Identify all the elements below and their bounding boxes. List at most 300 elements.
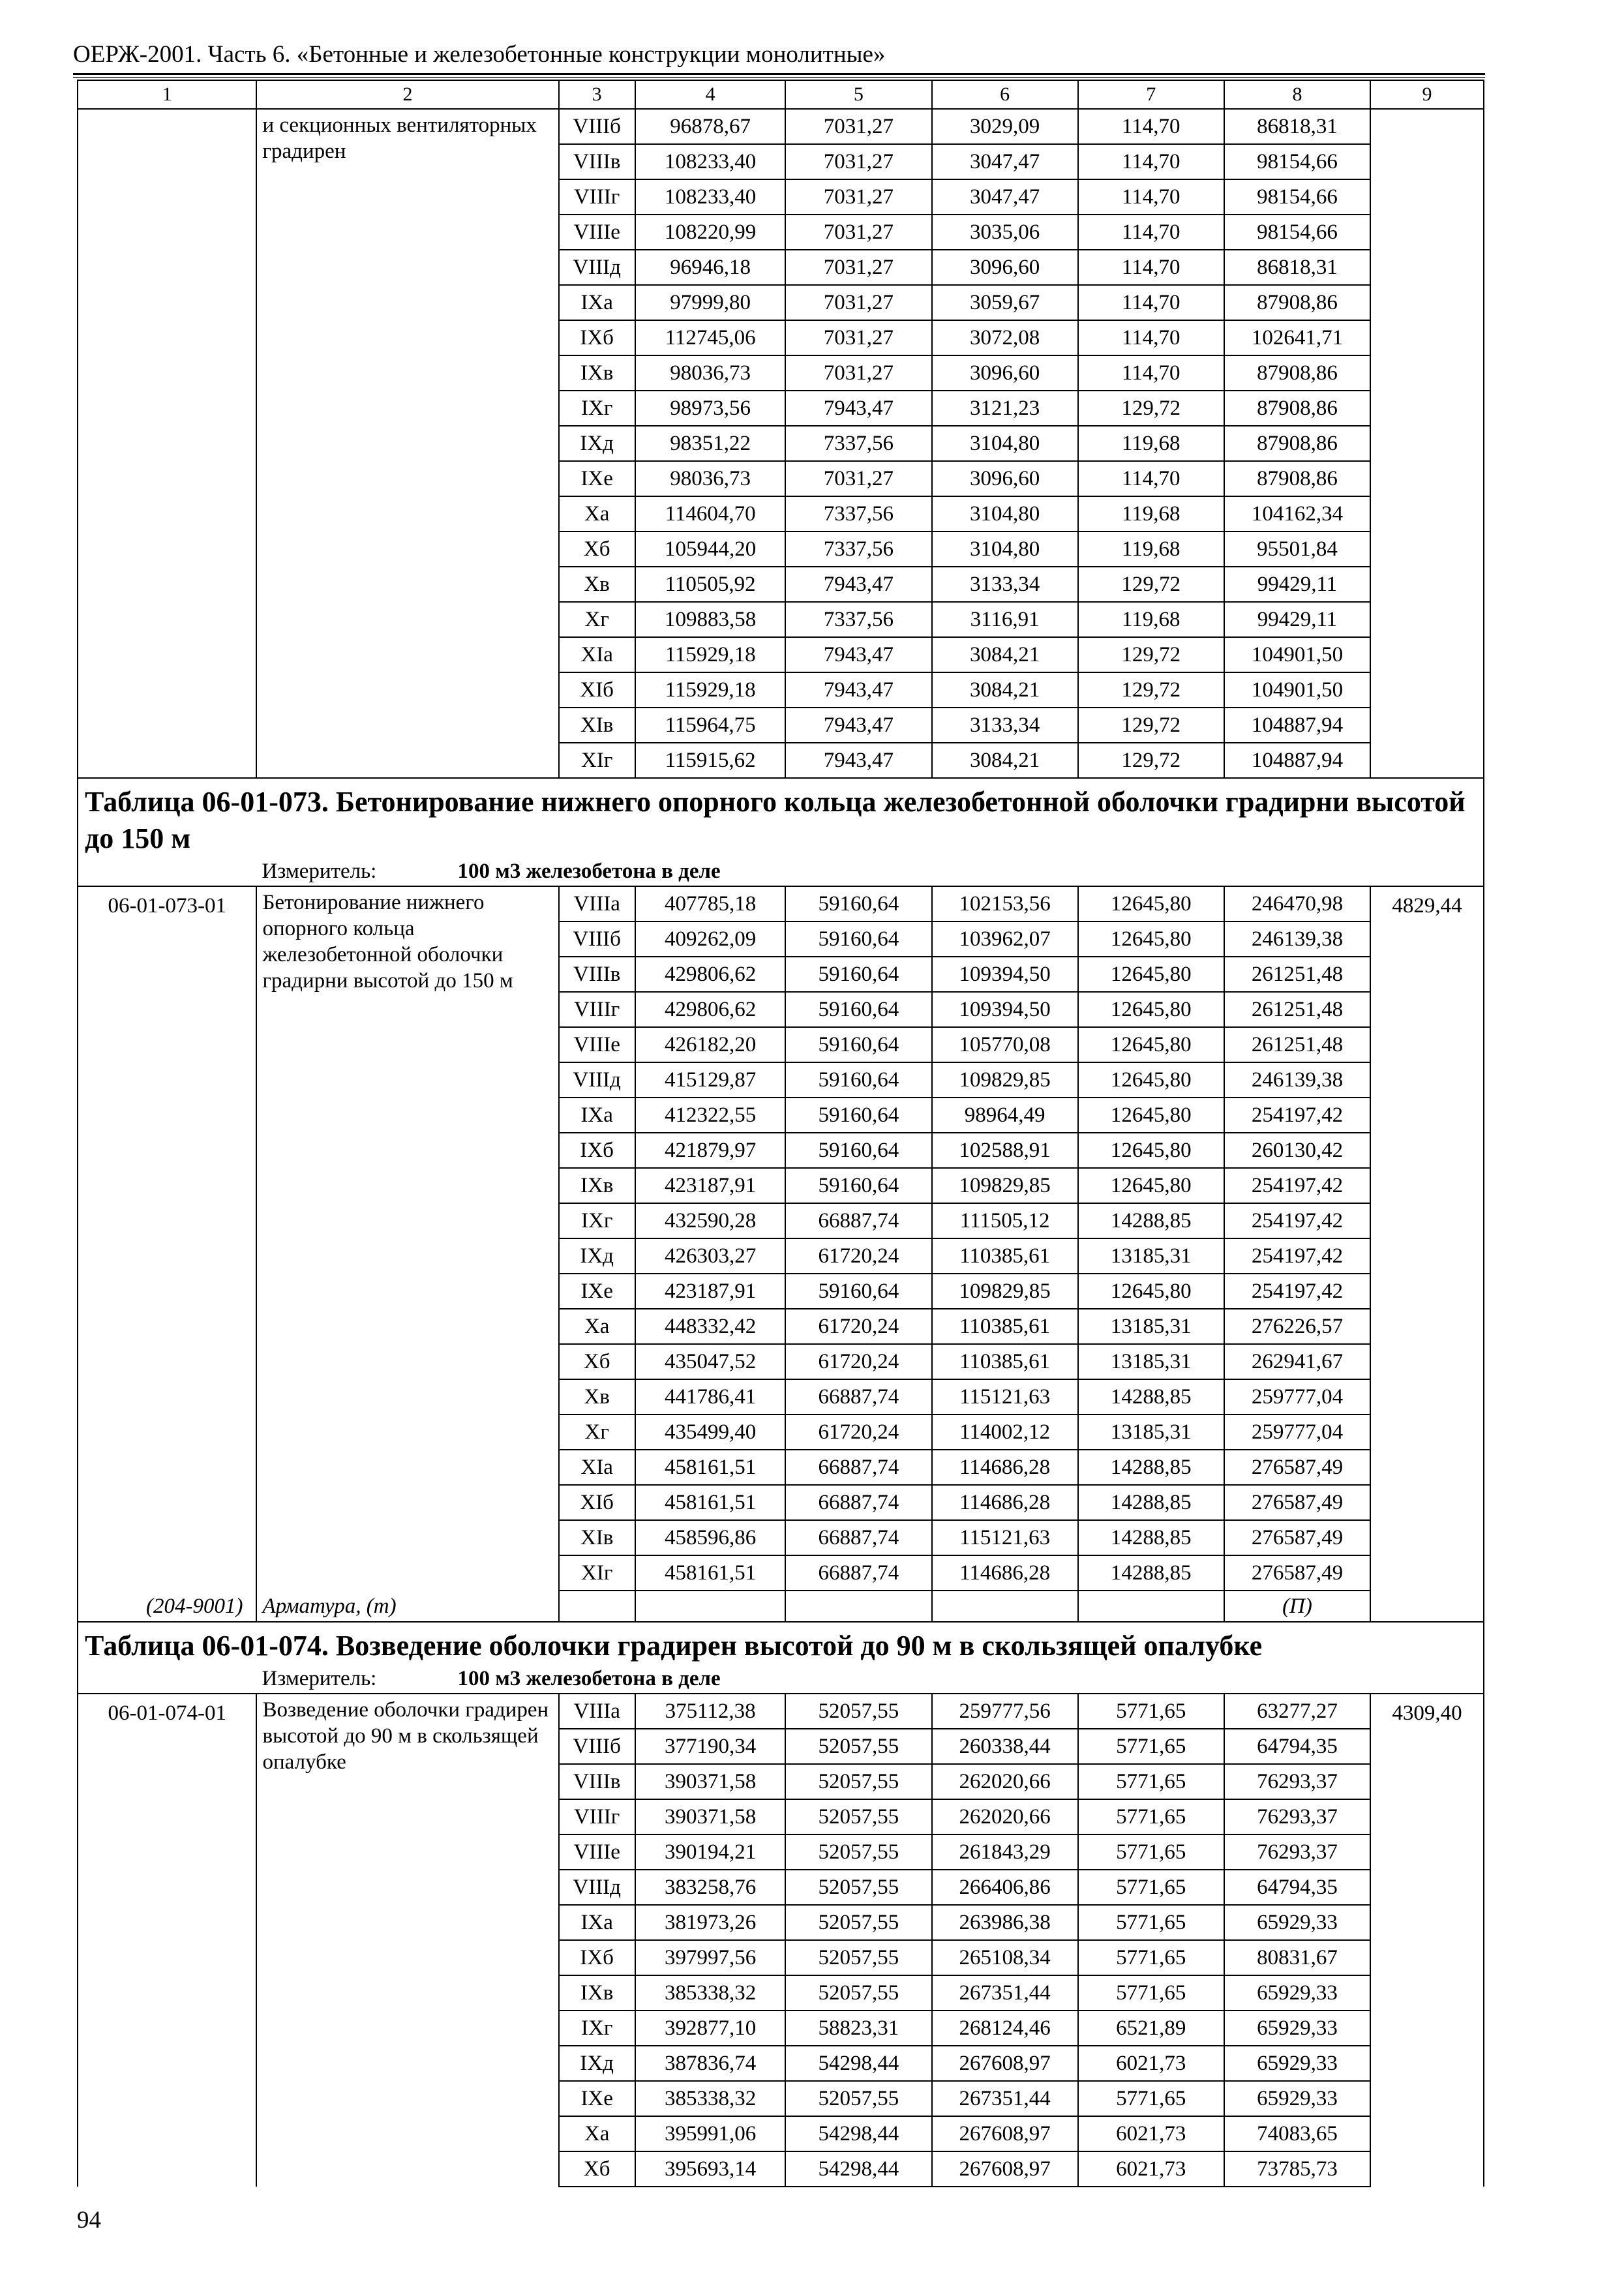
machine-cost: 111505,12 [932, 1203, 1078, 1238]
labor-wages: 66887,74 [785, 1450, 931, 1485]
machinist-wages: 12645,80 [1078, 1133, 1224, 1168]
zone-code: IXб [559, 320, 635, 355]
machinist-wages: 6021,73 [1078, 2116, 1224, 2151]
labor-wages: 52057,55 [785, 1870, 931, 1905]
materials-cost: 104162,34 [1224, 496, 1370, 531]
labor-wages: 59160,64 [785, 1133, 931, 1168]
labor-wages: 61720,24 [785, 1309, 931, 1344]
armature-empty [932, 1591, 1078, 1622]
machinist-wages: 5771,65 [1078, 1940, 1224, 1975]
armature-code: (204-9001) [78, 1591, 256, 1622]
direct-cost: 387836,74 [635, 2046, 785, 2081]
machine-cost: 267351,44 [932, 2081, 1078, 2116]
labor-wages: 52057,55 [785, 1975, 931, 2011]
column-number: 7 [1078, 80, 1224, 109]
direct-cost: 426303,27 [635, 1238, 785, 1274]
labor-wages: 52057,55 [785, 1905, 931, 1940]
machinist-wages: 12645,80 [1078, 992, 1224, 1027]
labor-wages: 54298,44 [785, 2151, 931, 2187]
zone-code: IXв [559, 1975, 635, 2011]
direct-cost: 96878,67 [635, 109, 785, 144]
column-number: 8 [1224, 80, 1370, 109]
machine-cost: 3096,60 [932, 461, 1078, 496]
machine-cost: 109394,50 [932, 992, 1078, 1027]
zone-code: XIб [559, 672, 635, 708]
column-number: 2 [256, 80, 558, 109]
materials-cost: 254197,42 [1224, 1203, 1370, 1238]
zone-code: XIг [559, 1555, 635, 1591]
machinist-wages: 13185,31 [1078, 1344, 1224, 1379]
measure-label: Измеритель: [262, 1667, 377, 1690]
machine-cost: 3096,60 [932, 250, 1078, 285]
machine-cost: 3104,80 [932, 531, 1078, 567]
table-title: Таблица 06-01-073. Бетонирование нижнего опорного кольца железобетонной оболочки градирни высотой до 150 м [78, 778, 1484, 857]
zone-code: Xв [559, 1379, 635, 1414]
machine-cost: 3104,80 [932, 426, 1078, 461]
machine-cost: 114686,28 [932, 1450, 1078, 1485]
machinist-wages: 114,70 [1078, 144, 1224, 179]
table-title-row [78, 778, 1484, 857]
machinist-wages: 12645,80 [1078, 886, 1224, 921]
machine-cost: 267608,97 [932, 2046, 1078, 2081]
direct-cost: 390371,58 [635, 1799, 785, 1834]
machinist-wages: 119,68 [1078, 426, 1224, 461]
direct-cost: 397997,56 [635, 1940, 785, 1975]
direct-cost: 435499,40 [635, 1414, 785, 1450]
column-number: 5 [785, 80, 931, 109]
column-number: 1 [78, 80, 256, 109]
measure-row [78, 1664, 1484, 1694]
machinist-wages: 129,72 [1078, 567, 1224, 602]
materials-cost: 98154,66 [1224, 144, 1370, 179]
zone-code: Xб [559, 531, 635, 567]
direct-cost: 112745,06 [635, 320, 785, 355]
machine-cost: 98964,49 [932, 1098, 1078, 1133]
direct-cost: 377190,34 [635, 1729, 785, 1764]
materials-cost: 86818,31 [1224, 109, 1370, 144]
zone-code: XIа [559, 637, 635, 672]
machinist-wages: 5771,65 [1078, 1729, 1224, 1764]
zone-code: Xв [559, 567, 635, 602]
direct-cost: 385338,32 [635, 2081, 785, 2116]
machinist-wages: 119,68 [1078, 531, 1224, 567]
machine-cost: 259777,56 [932, 1694, 1078, 1729]
machine-cost: 3029,09 [932, 109, 1078, 144]
direct-cost: 395991,06 [635, 2116, 785, 2151]
machinist-wages: 12645,80 [1078, 1168, 1224, 1203]
zone-code: IXв [559, 355, 635, 391]
machinist-wages: 129,72 [1078, 672, 1224, 708]
materials-cost: 65929,33 [1224, 2081, 1370, 2116]
labor-wages: 7943,47 [785, 708, 931, 743]
zone-code: VIIIг [559, 179, 635, 215]
zone-code: Xа [559, 2116, 635, 2151]
materials-cost: 76293,37 [1224, 1799, 1370, 1834]
machine-cost: 3072,08 [932, 320, 1078, 355]
materials-cost: 246139,38 [1224, 921, 1370, 957]
machine-cost: 3047,47 [932, 144, 1078, 179]
direct-cost: 110505,92 [635, 567, 785, 602]
machine-cost: 114686,28 [932, 1555, 1078, 1591]
labor-wages: 7031,27 [785, 215, 931, 250]
materials-cost: 260130,42 [1224, 1133, 1370, 1168]
machine-cost: 3116,91 [932, 602, 1078, 637]
materials-cost: 261251,48 [1224, 1027, 1370, 1062]
machinist-wages: 6021,73 [1078, 2046, 1224, 2081]
table-title-row [78, 1622, 1484, 1664]
materials-cost: 102641,71 [1224, 320, 1370, 355]
header-rule-thin [73, 77, 1485, 78]
armature-mark: (П) [1224, 1591, 1370, 1622]
labor-wages: 61720,24 [785, 1344, 931, 1379]
labor-wages: 7337,56 [785, 426, 931, 461]
direct-cost: 392877,10 [635, 2011, 785, 2046]
direct-cost: 395693,14 [635, 2151, 785, 2187]
direct-cost: 375112,38 [635, 1694, 785, 1729]
machinist-wages: 114,70 [1078, 215, 1224, 250]
measure-unit: 100 м3 железобетона в деле [457, 1667, 721, 1690]
labor-wages: 59160,64 [785, 992, 931, 1027]
zone-code: IXе [559, 1274, 635, 1309]
machinist-wages: 5771,65 [1078, 1870, 1224, 1905]
machinist-wages: 5771,65 [1078, 1905, 1224, 1940]
machinist-wages: 114,70 [1078, 179, 1224, 215]
materials-cost: 254197,42 [1224, 1274, 1370, 1309]
machinist-wages: 14288,85 [1078, 1379, 1224, 1414]
machine-cost: 3133,34 [932, 567, 1078, 602]
machinist-wages: 114,70 [1078, 109, 1224, 144]
zone-code: Xа [559, 1309, 635, 1344]
labor-wages: 52057,55 [785, 1764, 931, 1799]
direct-cost: 96946,18 [635, 250, 785, 285]
rate-code [78, 109, 256, 778]
machine-cost: 3096,60 [932, 355, 1078, 391]
column-number: 4 [635, 80, 785, 109]
zone-code: Xб [559, 1344, 635, 1379]
zone-code: VIIIе [559, 215, 635, 250]
machine-cost: 266406,86 [932, 1870, 1078, 1905]
materials-cost: 104901,50 [1224, 672, 1370, 708]
machinist-wages: 12645,80 [1078, 921, 1224, 957]
labor-wages: 59160,64 [785, 957, 931, 992]
direct-cost: 98036,73 [635, 461, 785, 496]
zone-code: IXа [559, 285, 635, 320]
materials-cost: 104887,94 [1224, 743, 1370, 778]
direct-cost: 435047,52 [635, 1344, 785, 1379]
page-header-title: ОЕРЖ-2001. Часть 6. «Бетонные и железобетонные конструкции монолитные» [73, 41, 886, 68]
labor-wages: 66887,74 [785, 1485, 931, 1520]
materials-cost: 64794,35 [1224, 1729, 1370, 1764]
measure-cell [256, 1664, 1484, 1694]
direct-cost: 98973,56 [635, 391, 785, 426]
machine-cost: 103962,07 [932, 921, 1078, 957]
zone-code: IXд [559, 1238, 635, 1274]
direct-cost: 426182,20 [635, 1027, 785, 1062]
zone-code: VIIIв [559, 957, 635, 992]
zone-code: IXд [559, 2046, 635, 2081]
materials-cost: 95501,84 [1224, 531, 1370, 567]
machinist-wages: 14288,85 [1078, 1203, 1224, 1238]
machine-cost: 110385,61 [932, 1309, 1078, 1344]
machine-cost: 267608,97 [932, 2151, 1078, 2187]
direct-cost: 385338,32 [635, 1975, 785, 2011]
machinist-wages: 114,70 [1078, 355, 1224, 391]
labor-wages: 54298,44 [785, 2046, 931, 2081]
direct-cost: 458161,51 [635, 1450, 785, 1485]
rate-code: 06-01-073-01 [78, 886, 256, 1591]
labor-wages: 59160,64 [785, 921, 931, 957]
machinist-wages: 6021,73 [1078, 2151, 1224, 2187]
machinist-wages: 13185,31 [1078, 1238, 1224, 1274]
rates-table-body [78, 80, 1484, 2187]
materials-cost: 76293,37 [1224, 1764, 1370, 1799]
zone-code: IXг [559, 1203, 635, 1238]
zone-code: VIIIг [559, 992, 635, 1027]
machine-cost: 102153,56 [932, 886, 1078, 921]
table-title: Таблица 06-01-074. Возведение оболочки градирен высотой до 90 м в скользящей опалубке [78, 1622, 1484, 1664]
machine-cost: 3059,67 [932, 285, 1078, 320]
labor-wages: 7031,27 [785, 144, 931, 179]
machinist-wages: 129,72 [1078, 637, 1224, 672]
machine-cost: 109829,85 [932, 1168, 1078, 1203]
labor-wages: 66887,74 [785, 1203, 931, 1238]
direct-cost: 458161,51 [635, 1485, 785, 1520]
labor-wages: 61720,24 [785, 1238, 931, 1274]
machine-cost: 3035,06 [932, 215, 1078, 250]
labor-wages: 66887,74 [785, 1555, 931, 1591]
materials-cost: 259777,04 [1224, 1379, 1370, 1414]
machinist-wages: 119,68 [1078, 602, 1224, 637]
labor-wages: 7031,27 [785, 285, 931, 320]
labor-wages: 59160,64 [785, 886, 931, 921]
zone-code: IXд [559, 426, 635, 461]
zone-code: VIIIа [559, 886, 635, 921]
materials-cost: 99429,11 [1224, 567, 1370, 602]
measure-unit: 100 м3 железобетона в деле [457, 860, 721, 883]
machinist-wages: 12645,80 [1078, 1098, 1224, 1133]
machinist-wages: 129,72 [1078, 391, 1224, 426]
zone-code: VIIIг [559, 1799, 635, 1834]
machinist-wages: 114,70 [1078, 285, 1224, 320]
zone-code: Xг [559, 602, 635, 637]
zone-code: VIIIб [559, 109, 635, 144]
zone-code: VIIIд [559, 1062, 635, 1098]
materials-cost: 104887,94 [1224, 708, 1370, 743]
machinist-wages: 14288,85 [1078, 1485, 1224, 1520]
materials-cost: 80831,67 [1224, 1940, 1370, 1975]
labor-wages: 7337,56 [785, 531, 931, 567]
materials-cost: 65929,33 [1224, 1975, 1370, 2011]
materials-cost: 276587,49 [1224, 1450, 1370, 1485]
materials-cost: 87908,86 [1224, 426, 1370, 461]
labor-wages: 7943,47 [785, 637, 931, 672]
measure-spacer [78, 1664, 256, 1694]
direct-cost: 415129,87 [635, 1062, 785, 1098]
materials-cost: 73785,73 [1224, 2151, 1370, 2187]
armature-empty [785, 1591, 931, 1622]
machine-cost: 3104,80 [932, 496, 1078, 531]
direct-cost: 432590,28 [635, 1203, 785, 1238]
machine-cost: 267351,44 [932, 1975, 1078, 2011]
machine-cost: 102588,91 [932, 1133, 1078, 1168]
machine-cost: 267608,97 [932, 2116, 1078, 2151]
machine-cost: 268124,46 [932, 2011, 1078, 2046]
labor-wages: 52057,55 [785, 1940, 931, 1975]
machine-cost: 260338,44 [932, 1729, 1078, 1764]
machinist-wages: 12645,80 [1078, 1027, 1224, 1062]
labor-hours: 4309,40 [1370, 1694, 1484, 2187]
direct-cost: 108233,40 [635, 144, 785, 179]
machinist-wages: 129,72 [1078, 708, 1224, 743]
machinist-wages: 6521,89 [1078, 2011, 1224, 2046]
machine-cost: 265108,34 [932, 1940, 1078, 1975]
rate-code: 06-01-074-01 [78, 1694, 256, 2187]
labor-wages: 59160,64 [785, 1274, 931, 1309]
zone-code: VIIIд [559, 250, 635, 285]
zone-code: VIIIв [559, 144, 635, 179]
labor-wages: 7031,27 [785, 320, 931, 355]
direct-cost: 421879,97 [635, 1133, 785, 1168]
measure-spacer [78, 857, 256, 886]
machine-cost: 109829,85 [932, 1274, 1078, 1309]
materials-cost: 259777,04 [1224, 1414, 1370, 1450]
labor-wages: 7943,47 [785, 672, 931, 708]
direct-cost: 409262,09 [635, 921, 785, 957]
direct-cost: 390194,21 [635, 1834, 785, 1870]
machine-cost: 3047,47 [932, 179, 1078, 215]
direct-cost: 108233,40 [635, 179, 785, 215]
direct-cost: 441786,41 [635, 1379, 785, 1414]
zone-code: IXа [559, 1098, 635, 1133]
zone-code: Xб [559, 2151, 635, 2187]
materials-cost: 87908,86 [1224, 355, 1370, 391]
materials-cost: 246139,38 [1224, 1062, 1370, 1098]
machinist-wages: 5771,65 [1078, 1694, 1224, 1729]
armature-row [78, 1591, 1484, 1622]
labor-wages: 59160,64 [785, 1027, 931, 1062]
materials-cost: 63277,27 [1224, 1694, 1370, 1729]
labor-wages: 7031,27 [785, 355, 931, 391]
labor-hours: 4829,44 [1370, 886, 1484, 1622]
measure-cell [256, 857, 1484, 886]
direct-cost: 423187,91 [635, 1274, 785, 1309]
column-number-row [78, 80, 1484, 109]
direct-cost: 115929,18 [635, 637, 785, 672]
materials-cost: 276587,49 [1224, 1555, 1370, 1591]
work-description: Бетонирование нижнего опорного кольца железобетонной оболочки градирни высотой до 150 м [256, 886, 558, 1591]
machinist-wages: 114,70 [1078, 320, 1224, 355]
direct-cost: 98351,22 [635, 426, 785, 461]
labor-wages: 7031,27 [785, 461, 931, 496]
labor-wages: 7031,27 [785, 179, 931, 215]
armature-empty [1078, 1591, 1224, 1622]
machine-cost: 3084,21 [932, 637, 1078, 672]
machinist-wages: 5771,65 [1078, 2081, 1224, 2116]
zone-code: IXб [559, 1940, 635, 1975]
labor-wages: 52057,55 [785, 1729, 931, 1764]
machine-cost: 262020,66 [932, 1764, 1078, 1799]
zone-code: IXв [559, 1168, 635, 1203]
materials-cost: 254197,42 [1224, 1168, 1370, 1203]
zone-code: XIв [559, 1520, 635, 1555]
header-rule [73, 73, 1485, 75]
labor-wages: 7943,47 [785, 743, 931, 778]
direct-cost: 108220,99 [635, 215, 785, 250]
column-number: 3 [559, 80, 635, 109]
labor-wages: 7943,47 [785, 567, 931, 602]
labor-wages: 52057,55 [785, 2081, 931, 2116]
zone-code: Xа [559, 496, 635, 531]
direct-cost: 109883,58 [635, 602, 785, 637]
materials-cost: 254197,42 [1224, 1098, 1370, 1133]
labor-wages: 52057,55 [785, 1694, 931, 1729]
materials-cost: 86818,31 [1224, 250, 1370, 285]
zone-code: IXе [559, 2081, 635, 2116]
zone-code: XIв [559, 708, 635, 743]
zone-code: IXб [559, 1133, 635, 1168]
direct-cost: 390371,58 [635, 1764, 785, 1799]
labor-wages: 7031,27 [785, 109, 931, 144]
direct-cost: 381973,26 [635, 1905, 785, 1940]
direct-cost: 383258,76 [635, 1870, 785, 1905]
direct-cost: 448332,42 [635, 1309, 785, 1344]
machinist-wages: 14288,85 [1078, 1520, 1224, 1555]
page-number: 94 [77, 2207, 101, 2234]
machinist-wages: 12645,80 [1078, 957, 1224, 992]
direct-cost: 105944,20 [635, 531, 785, 567]
zone-code: XIг [559, 743, 635, 778]
materials-cost: 76293,37 [1224, 1834, 1370, 1870]
materials-cost: 261251,48 [1224, 957, 1370, 992]
machine-cost: 105770,08 [932, 1027, 1078, 1062]
direct-cost: 98036,73 [635, 355, 785, 391]
machinist-wages: 14288,85 [1078, 1555, 1224, 1591]
machinist-wages: 5771,65 [1078, 1799, 1224, 1834]
rates-table [77, 80, 1484, 2187]
materials-cost: 65929,33 [1224, 2046, 1370, 2081]
materials-cost: 98154,66 [1224, 215, 1370, 250]
direct-cost: 429806,62 [635, 957, 785, 992]
armature-label: Арматура, (т) [256, 1591, 558, 1622]
zone-code: XIб [559, 1485, 635, 1520]
machinist-wages: 5771,65 [1078, 1975, 1224, 2011]
table-row [78, 886, 1484, 921]
machine-cost: 114002,12 [932, 1414, 1078, 1450]
labor-wages: 52057,55 [785, 1799, 931, 1834]
labor-wages: 7943,47 [785, 391, 931, 426]
labor-wages: 58823,31 [785, 2011, 931, 2046]
machine-cost: 109829,85 [932, 1062, 1078, 1098]
direct-cost: 115915,62 [635, 743, 785, 778]
direct-cost: 423187,91 [635, 1168, 785, 1203]
direct-cost: 458161,51 [635, 1555, 785, 1591]
materials-cost: 254197,42 [1224, 1238, 1370, 1274]
work-description: Возведение оболочки градирен высотой до 90 м в скользящей опалубке [256, 1694, 558, 2187]
zone-code: IXа [559, 1905, 635, 1940]
zone-code: IXг [559, 391, 635, 426]
machinist-wages: 114,70 [1078, 461, 1224, 496]
direct-cost: 115929,18 [635, 672, 785, 708]
armature-empty [559, 1591, 635, 1622]
labor-wages: 7337,56 [785, 496, 931, 531]
materials-cost: 87908,86 [1224, 391, 1370, 426]
work-description: и секционных вентиляторных градирен [256, 109, 558, 778]
machinist-wages: 14288,85 [1078, 1450, 1224, 1485]
materials-cost: 261251,48 [1224, 992, 1370, 1027]
zone-code: XIа [559, 1450, 635, 1485]
labor-wages: 61720,24 [785, 1414, 931, 1450]
direct-cost: 412322,55 [635, 1098, 785, 1133]
